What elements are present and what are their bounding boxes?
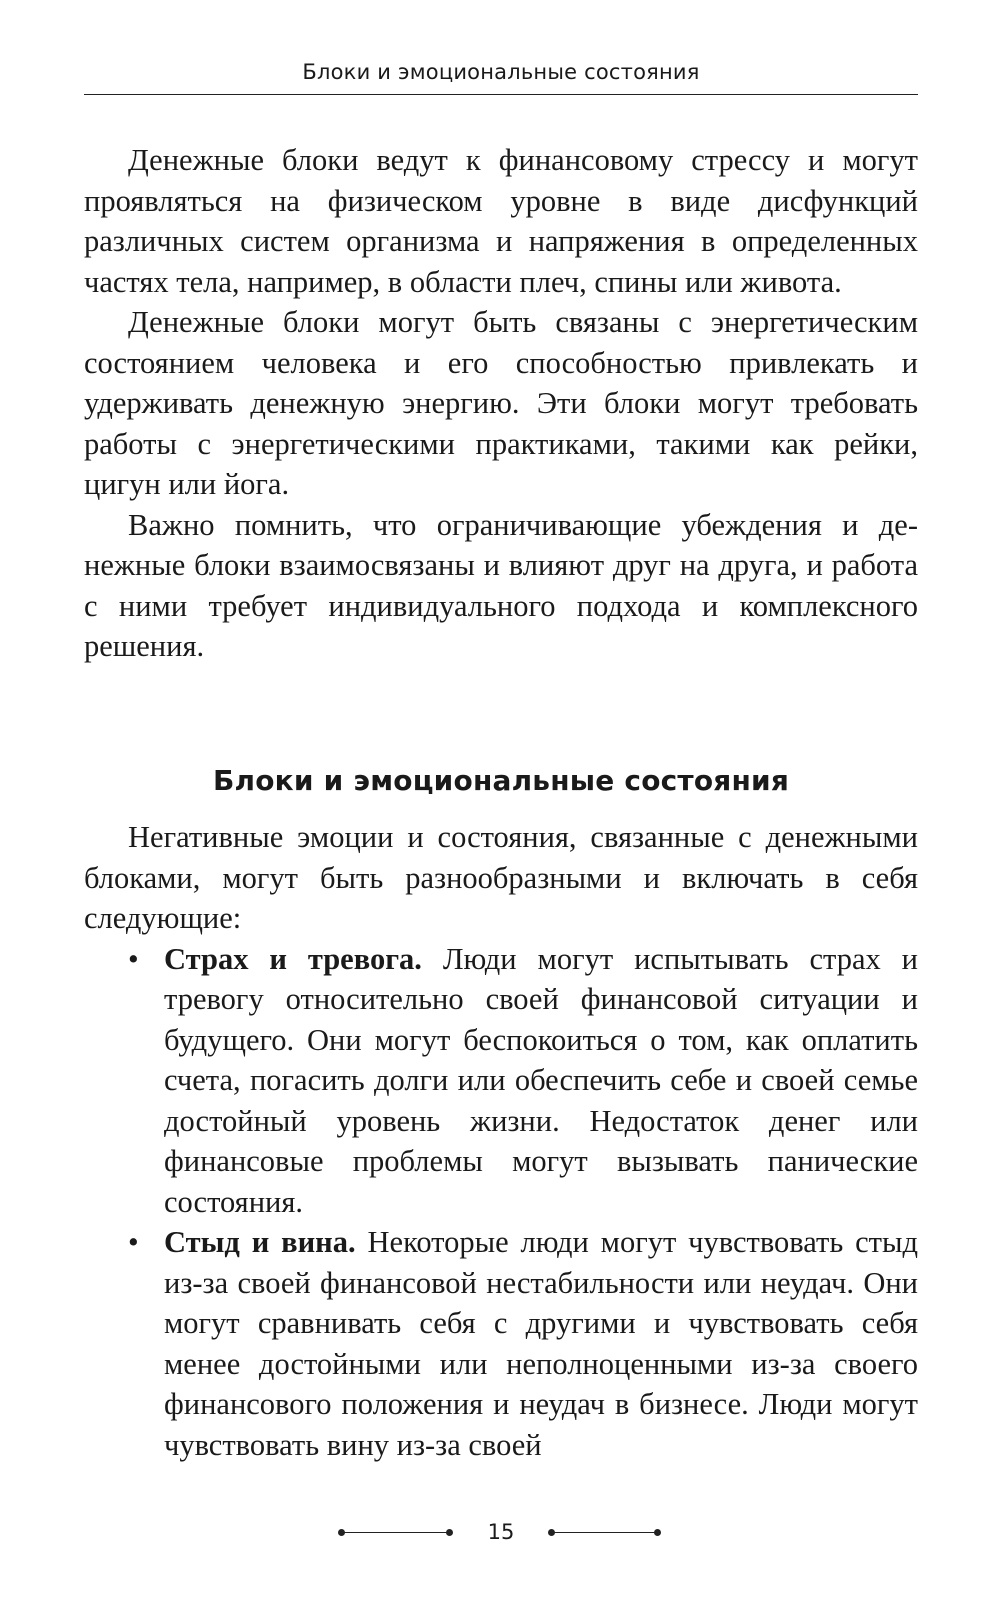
page-number: 15 (487, 1520, 515, 1544)
footer-dot-icon (654, 1529, 661, 1536)
paragraph: Денежные блоки могут быть связаны с энергетическим состоянием человека и его способностью привлекать и удерживать денежную энергию. Эти блоки могут требовать работы с энергетическими практиками, такими как рейки, цигун или йога. (84, 305, 918, 501)
paragraph: Важно помнить, что ограничивающие убеждения и денежные блоки взаимосвязаны и влияют друг на друга, и работа с ними требует индивидуального подхода и комплексного решения. (84, 507, 918, 663)
bullet-text: Некоторые люди могут чувствовать стыд из-за своей финансовой нестабильности или неудач. Они могут сравнивать себя с другими и чувствовать себя менее достойными или неполноценными из-за своего финансового положения и неудач в бизнесе. Люди могут чувствовать вину из-за своей (164, 1225, 918, 1462)
section-title: Блоки и эмоциональные состояния (212, 764, 790, 797)
bullet-term: Страх и тревога. (164, 941, 422, 976)
bullet-list (84, 939, 918, 1466)
running-head: Блоки и эмоциональные состояния (302, 60, 700, 84)
footer-dot-icon (446, 1529, 453, 1536)
footer-rule-right (552, 1532, 658, 1533)
header-rule (84, 94, 918, 95)
bullet-icon: • (128, 1225, 139, 1259)
paragraph: Денежные блоки ведут к финансовому стрессу и могут проявляться на физическом уровне в виде дисфункций различных систем организма и напряжения в определенных частях тела, например, в области плеч, спины или живота. (84, 143, 918, 299)
footer-rule-left (344, 1532, 450, 1533)
bullet-icon: • (128, 941, 139, 976)
page-footer (0, 1520, 1000, 1546)
bullet-term: Стыд и вина. (164, 1225, 356, 1259)
bullet-text: Люди могут испытывать страх и тревогу относительно своей финансовой ситуации и будущего. Они могут беспокоиться о том, как оплатить счета, погасить долги или обеспечить себе и своей семье достойный уровень жизни. Недостаток денег или финансовые проблемы могут вызывать панические состояния. (164, 941, 918, 1219)
list-item (84, 939, 918, 1223)
intro-text (84, 140, 918, 667)
section-text (84, 817, 918, 1465)
list-item (84, 1222, 918, 1465)
section-lead: Негативные эмоции и состояния, связанные с денежными блоками, могут быть разнообразными и включать в себя следующие: (84, 820, 918, 935)
